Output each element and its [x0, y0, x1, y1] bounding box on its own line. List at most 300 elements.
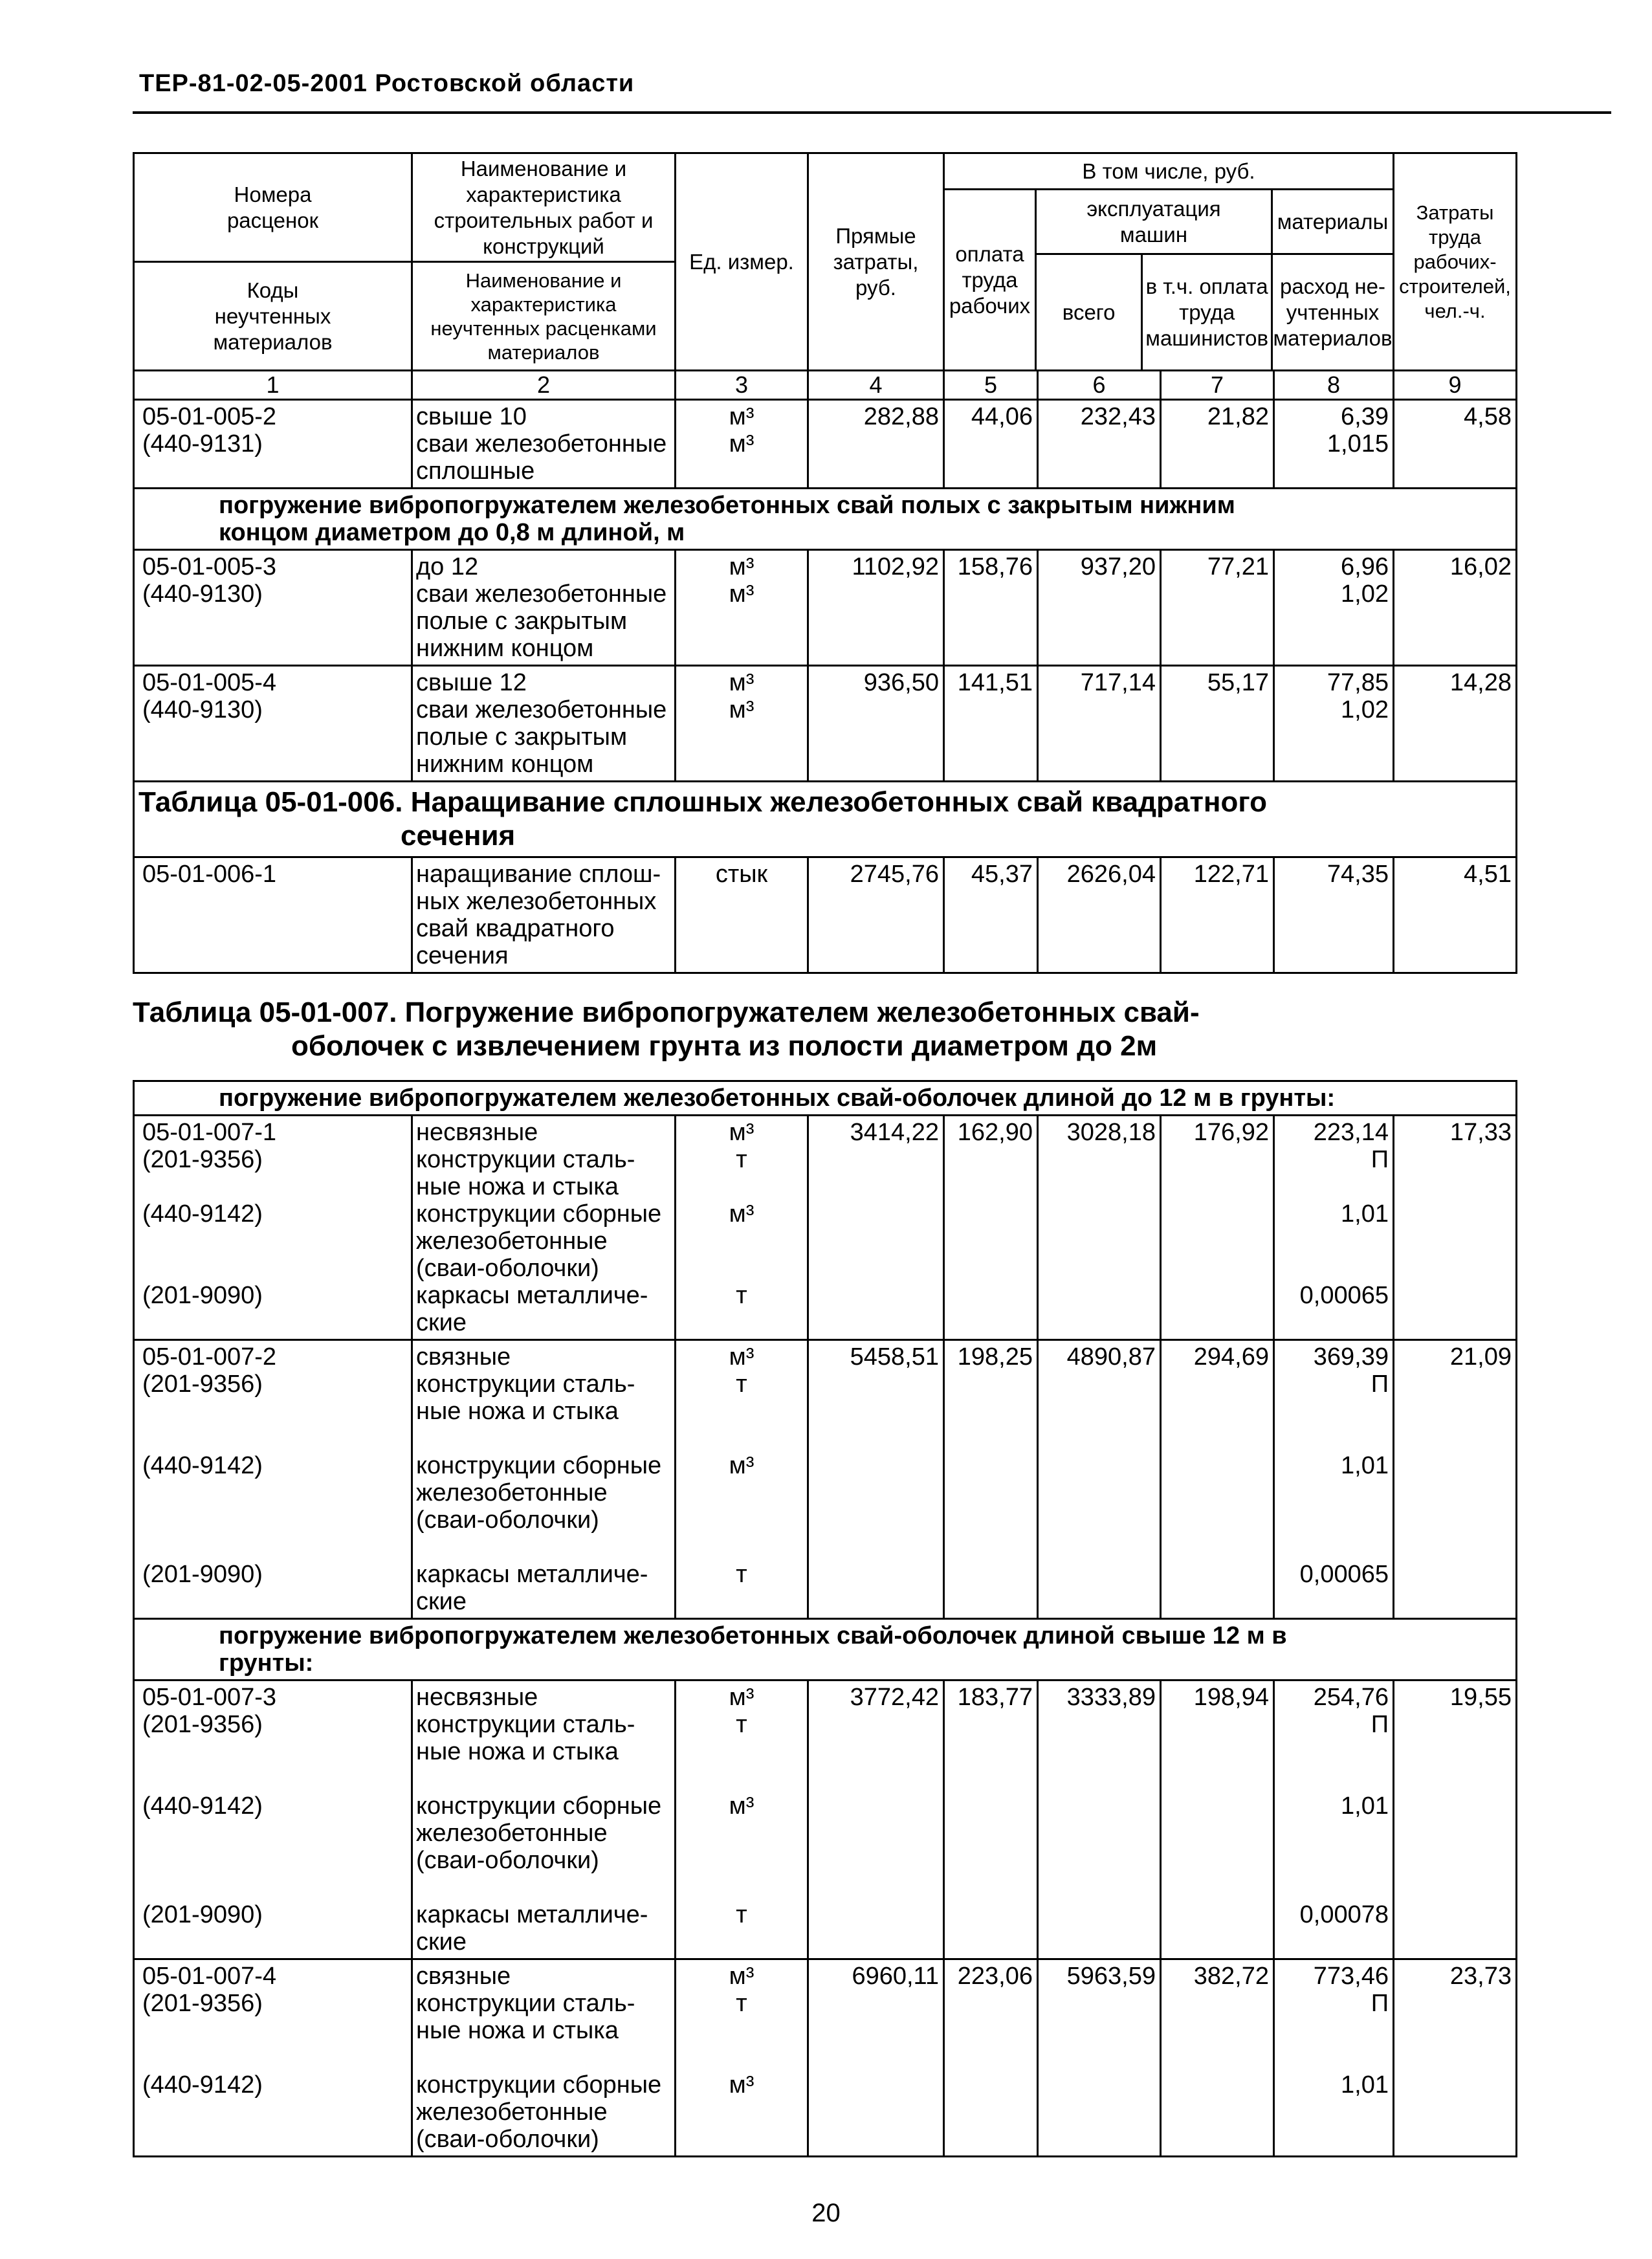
cell-line [676, 1588, 807, 1615]
cell-line [1394, 1711, 1512, 1738]
cell-line: т [736, 1990, 747, 2017]
cell-line: 44,06 [971, 403, 1033, 430]
rate-entry-row [135, 1681, 1515, 1960]
cell-line [1394, 942, 1512, 969]
cell-line [142, 2099, 411, 2126]
header-machines-group [1037, 190, 1273, 369]
cell-line [1039, 1765, 1156, 1792]
cell-line [1162, 1765, 1269, 1792]
cell-line: 254,76 [1313, 1684, 1389, 1711]
cell-c9 [1394, 401, 1515, 487]
cell-line: конструкции сборные [416, 1792, 662, 1820]
cell-line [809, 1820, 939, 1847]
cell-line: (201-9090) [142, 1282, 263, 1309]
cell-line [676, 1309, 807, 1336]
cell-line: 77,85 [1327, 669, 1389, 696]
cell-line [1394, 2017, 1512, 2044]
cell-line [1275, 635, 1389, 662]
cell-line [809, 1282, 939, 1309]
cell-line: ные ножа и стыка [416, 1738, 619, 1765]
cell-line [676, 751, 807, 778]
cell-line [809, 1255, 939, 1282]
cell-line [809, 1173, 939, 1200]
cell-c7 [1162, 551, 1275, 665]
cell-line [1162, 1738, 1269, 1765]
header-machines-total: всего [1037, 255, 1143, 369]
cell-line [142, 1255, 411, 1282]
cell-line [809, 1534, 939, 1561]
cell-c9 [1394, 1681, 1515, 1958]
header-col-codes [135, 154, 413, 369]
cell-line: (440-9142) [142, 1452, 263, 1479]
cell-line [1162, 580, 1269, 608]
cell-c4 [809, 401, 945, 487]
cell-line [1162, 2126, 1269, 2153]
column-number: 9 [1448, 371, 1462, 398]
cell-c1 [135, 1960, 413, 2155]
cell-line: 05-01-007-2 [142, 1343, 277, 1371]
header-rule [133, 111, 1611, 114]
cell-line [1162, 1309, 1269, 1336]
cell-line: м³ [729, 553, 754, 580]
cell-line: П [1371, 1990, 1389, 2017]
cell-line [1039, 1371, 1156, 1398]
cell-line [1039, 1200, 1156, 1228]
cell-c9 [1394, 551, 1515, 665]
cell-line [1394, 1820, 1512, 1847]
cell-line [1162, 1820, 1269, 1847]
cell-c7 [1162, 667, 1275, 780]
cell-line [1394, 1588, 1512, 1615]
cell-line: 1102,92 [852, 553, 939, 580]
cell-c6 [1039, 401, 1162, 487]
cell-line [1162, 1711, 1269, 1738]
cell-line: 5963,59 [1066, 1963, 1156, 1990]
cell-line: (сваи-оболочки) [416, 1506, 599, 1534]
cell-line: каркасы металличе- [416, 1901, 648, 1928]
cell-line [1394, 1425, 1512, 1452]
cell-line [676, 1534, 807, 1561]
cell-line: ные ножа и стыка [416, 1173, 619, 1200]
cell-line: (201-9356) [142, 1990, 263, 2017]
cell-line [1039, 580, 1156, 608]
header-rate-numbers: Номера расценок [135, 154, 411, 263]
cell-c5 [945, 1681, 1039, 1958]
cell-line [1275, 942, 1389, 969]
cell-line [416, 2044, 674, 2071]
cell-line [1275, 1173, 1389, 1200]
cell-line [142, 635, 411, 662]
cell-line [1275, 723, 1389, 751]
table-007-title [133, 996, 1517, 1063]
cell-line: м³ [729, 430, 754, 457]
cell-c3 [676, 1960, 809, 2155]
cell-line [1394, 1874, 1512, 1901]
cell-line: м³ [729, 696, 754, 723]
cell-line [1162, 430, 1269, 457]
cell-line [809, 457, 939, 485]
cell-c4 [809, 667, 945, 780]
cell-c6 [1039, 1681, 1162, 1958]
cell-line [945, 1874, 1033, 1901]
cell-line: (сваи-оболочки) [416, 1255, 599, 1282]
cell-line [1162, 2071, 1269, 2099]
cell-line [142, 1506, 411, 1534]
cell-line: 6,39 [1341, 403, 1389, 430]
cell-line [809, 2126, 939, 2153]
text-line: сечения [401, 820, 516, 852]
cell-line [945, 1534, 1033, 1561]
cell-line [1275, 1425, 1389, 1452]
cell-line [945, 696, 1033, 723]
cell-line [1162, 2099, 1269, 2126]
cell-line [1394, 723, 1512, 751]
cell-c3 [676, 667, 809, 780]
cell-line [1275, 2017, 1389, 2044]
cell-line [1039, 1738, 1156, 1765]
cell-line [1162, 635, 1269, 662]
cell-line [1162, 2044, 1269, 2071]
cell-line [142, 1425, 411, 1452]
cell-line [1162, 1588, 1269, 1615]
cell-line [142, 1738, 411, 1765]
cell-line [1039, 1255, 1156, 1282]
cell-c5 [945, 401, 1039, 487]
cell-line [142, 1309, 411, 1336]
cell-c8 [1275, 1341, 1394, 1618]
cell-line [676, 1928, 807, 1956]
cell-line [809, 1928, 939, 1956]
cell-c2 [413, 858, 676, 972]
cell-c3 [676, 1116, 809, 1339]
cell-line [1039, 1874, 1156, 1901]
text-line: Таблица 05-01-007. Погружение вибропогружателем железобетонных свай- [133, 997, 1200, 1028]
cell-line [1275, 457, 1389, 485]
cell-line: сваи железобетонные [416, 580, 667, 608]
cell-line [945, 1425, 1033, 1452]
cell-line [1162, 1398, 1269, 1425]
cell-line [1394, 751, 1512, 778]
cell-line [1039, 1928, 1156, 1956]
cell-line [1394, 1534, 1512, 1561]
cell-line [676, 1506, 807, 1534]
cell-line [1162, 608, 1269, 635]
cell-c3 [676, 551, 809, 665]
cell-line [1275, 1309, 1389, 1336]
cell-c9 [1394, 858, 1515, 972]
cell-line [945, 1561, 1033, 1588]
cell-line [142, 1928, 411, 1956]
page-number: 20 [811, 2199, 841, 2227]
cell-line: 3414,22 [850, 1119, 939, 1146]
cell-line [1039, 1309, 1156, 1336]
cell-line: конструкции сборные [416, 2071, 662, 2099]
cell-line: каркасы металличе- [416, 1561, 648, 1588]
cell-line: м³ [729, 1963, 754, 1990]
cell-line [416, 1874, 674, 1901]
cell-line [1162, 1847, 1269, 1874]
cell-line [1162, 1282, 1269, 1309]
cell-line: ские [416, 1588, 467, 1615]
cell-line: 223,06 [957, 1963, 1033, 1990]
cell-line [1275, 1398, 1389, 1425]
cell-line: 0,00078 [1299, 1901, 1389, 1928]
cell-line: 0,00065 [1299, 1561, 1389, 1588]
cell-line [1275, 1588, 1389, 1615]
cell-line [676, 1173, 807, 1200]
cell-line [676, 2126, 807, 2153]
cell-line [1394, 1228, 1512, 1255]
page-content [133, 152, 1517, 2157]
cell-line [1162, 1479, 1269, 1506]
cell-line: 4,58 [1464, 403, 1512, 430]
cell-line [1394, 2126, 1512, 2153]
header-materials-group [1273, 190, 1393, 369]
cell-line [1039, 1228, 1156, 1255]
cell-line: связные [416, 1343, 511, 1371]
cell-line: 382,72 [1193, 1963, 1269, 1990]
cell-line [809, 1901, 939, 1928]
rate-entry-row [135, 858, 1515, 972]
cell-line [416, 1425, 674, 1452]
cell-line [1039, 915, 1156, 942]
cell-line [1394, 1901, 1512, 1928]
cell-line: 05-01-007-1 [142, 1119, 277, 1146]
cell-c7 [1162, 858, 1275, 972]
cell-line: 282,88 [863, 403, 939, 430]
cell-line [809, 2099, 939, 2126]
cell-line: сечения [416, 942, 509, 969]
cell-line [1039, 1820, 1156, 1847]
cell-line [676, 1874, 807, 1901]
cell-line [676, 723, 807, 751]
cell-line [1039, 457, 1156, 485]
cell-line: м³ [729, 403, 754, 430]
cell-c3 [676, 858, 809, 972]
cell-c5 [945, 858, 1039, 972]
cell-c6 [1039, 1116, 1162, 1339]
cell-line: (201-9356) [142, 1146, 263, 1173]
cell-line [809, 1146, 939, 1173]
cell-line [1275, 1928, 1389, 1956]
cell-line [142, 2044, 411, 2071]
cell-c2 [413, 551, 676, 665]
cell-line [1039, 1146, 1156, 1173]
header-in-total: В том числе, руб. [945, 154, 1393, 190]
cell-line [945, 2044, 1033, 2071]
cell-line [1394, 1452, 1512, 1479]
cell-line [945, 1479, 1033, 1506]
cell-c2 [413, 1116, 676, 1339]
cell-line [1394, 1479, 1512, 1506]
cell-line: конструкции сталь- [416, 1146, 635, 1173]
cell-line: м³ [729, 1200, 754, 1228]
cell-line [1162, 723, 1269, 751]
cell-line [945, 1282, 1033, 1309]
cell-line: связные [416, 1963, 511, 1990]
cell-line: 183,77 [957, 1684, 1033, 1711]
cell-line: 74,35 [1327, 861, 1389, 888]
cell-line [1275, 1506, 1389, 1534]
cell-line: П [1371, 1146, 1389, 1173]
cell-line [142, 915, 411, 942]
header-in-total-group [945, 154, 1394, 369]
cell-line [142, 1588, 411, 1615]
cell-line: м³ [729, 2071, 754, 2099]
cell-c7 [1162, 1960, 1275, 2155]
cell-line [1394, 1990, 1512, 2017]
cell-line: 122,71 [1193, 861, 1269, 888]
cell-line: м³ [729, 1119, 754, 1146]
cell-line: 05-01-005-3 [142, 553, 277, 580]
cell-line: полые с закрытым [416, 723, 628, 751]
cell-line: 176,92 [1193, 1119, 1269, 1146]
cell-line [1039, 1561, 1156, 1588]
cell-line: 3333,89 [1066, 1684, 1156, 1711]
cell-line: 158,76 [957, 553, 1033, 580]
cell-line [809, 635, 939, 662]
cell-c4 [809, 551, 945, 665]
cell-line: 05-01-007-4 [142, 1963, 277, 1990]
cell-line [142, 1765, 411, 1792]
cell-line: до 12 [416, 553, 479, 580]
cell-line [1275, 2126, 1389, 2153]
cell-line: стык [715, 861, 768, 888]
cell-line [945, 1309, 1033, 1336]
cell-line [676, 1765, 807, 1792]
cell-line [809, 1228, 939, 1255]
cell-line: (440-9142) [142, 1792, 263, 1820]
cell-c2 [413, 401, 676, 487]
cell-line [809, 1425, 939, 1452]
cell-line [1039, 1588, 1156, 1615]
cell-line [945, 1901, 1033, 1928]
rate-entry-row [135, 1116, 1515, 1341]
cell-line [1039, 1847, 1156, 1874]
cell-line: (440-9131) [142, 430, 263, 457]
cell-line [1162, 915, 1269, 942]
cell-line [1162, 942, 1269, 969]
cell-line [1162, 1146, 1269, 1173]
cell-line: 21,09 [1449, 1343, 1512, 1371]
cell-line [1275, 1765, 1389, 1792]
cell-c7 [1162, 1681, 1275, 1958]
cell-line [1394, 1928, 1512, 1956]
cell-line [1039, 1534, 1156, 1561]
cell-c9 [1394, 667, 1515, 780]
cell-line [676, 608, 807, 635]
rate-entry-row [135, 551, 1515, 667]
cell-c4 [809, 1341, 945, 1618]
cell-line [809, 1561, 939, 1588]
header-machinists-pay: в т.ч. оплата труда машинистов [1145, 274, 1268, 350]
cell-line [676, 635, 807, 662]
cell-line: 717,14 [1080, 669, 1156, 696]
cell-line: м³ [729, 669, 754, 696]
cell-line [945, 1792, 1033, 1820]
cell-line [809, 608, 939, 635]
cell-c1 [135, 1681, 413, 1958]
cell-line: (201-9090) [142, 1561, 263, 1588]
cell-line [142, 1398, 411, 1425]
cell-line [676, 1479, 807, 1506]
cell-line: 773,46 [1313, 1963, 1389, 1990]
cell-line [1394, 1561, 1512, 1588]
cell-line [809, 1711, 939, 1738]
cell-line [809, 2071, 939, 2099]
cell-line: (440-9130) [142, 696, 263, 723]
cell-line [945, 1228, 1033, 1255]
cell-c4 [809, 1960, 945, 2155]
cell-line [1394, 1792, 1512, 1820]
cell-line [676, 1398, 807, 1425]
cell-line [809, 1847, 939, 1874]
column-number: 4 [809, 371, 945, 399]
cell-line [1275, 1534, 1389, 1561]
cell-line [1162, 1371, 1269, 1398]
rate-entry-row [135, 667, 1515, 782]
cell-c4 [809, 1116, 945, 1339]
cell-line [142, 2126, 411, 2153]
header-col-name [413, 154, 676, 369]
cell-line [945, 751, 1033, 778]
cell-c8 [1275, 1960, 1394, 2155]
table-header [135, 154, 1515, 371]
cell-line [809, 1738, 939, 1765]
header-material-name: Наименование и характеристика неучтенных расценками материалов [430, 269, 657, 364]
cell-line: 14,28 [1449, 669, 1512, 696]
cell-line: железобетонные [416, 1479, 608, 1506]
cell-line [142, 1534, 411, 1561]
cell-line [1275, 1479, 1389, 1506]
cell-line [1275, 915, 1389, 942]
cell-line: 1,01 [1341, 1200, 1389, 1228]
cell-line: железобетонные [416, 2099, 608, 2126]
cell-line: 16,02 [1449, 553, 1512, 580]
cell-line: 936,50 [863, 669, 939, 696]
table-title-row [135, 782, 1515, 858]
cell-line [945, 2017, 1033, 2044]
cell-line [142, 942, 411, 969]
cell-line: (440-9130) [142, 580, 263, 608]
column-numbers-row [135, 371, 1515, 401]
cell-c8 [1275, 1116, 1394, 1339]
cell-line [1039, 888, 1156, 915]
cell-c7 [1162, 1341, 1275, 1618]
column-number: 5 [945, 371, 1039, 399]
cell-c7 [1162, 401, 1275, 487]
cell-line [809, 915, 939, 942]
cell-line [945, 1990, 1033, 2017]
cell-line: наращивание сплош- [416, 861, 661, 888]
cell-c5 [945, 1341, 1039, 1618]
cell-line: т [736, 1561, 747, 1588]
cell-c8 [1275, 551, 1394, 665]
cell-c8 [1275, 858, 1394, 972]
cell-line: 05-01-005-4 [142, 669, 277, 696]
header-labor-input: Затраты труда рабочих-строителей, чел.-ч. [1399, 201, 1511, 322]
cell-line [1039, 635, 1156, 662]
cell-line [1394, 1847, 1512, 1874]
cell-c5 [945, 667, 1039, 780]
cell-line [1039, 1425, 1156, 1452]
cell-line [1275, 751, 1389, 778]
header-materials-consumption: расход не-учтенных материалов [1273, 274, 1393, 350]
cell-line [142, 1173, 411, 1200]
cell-line [1039, 1452, 1156, 1479]
cell-line [1394, 1309, 1512, 1336]
cell-line [1394, 2099, 1512, 2126]
